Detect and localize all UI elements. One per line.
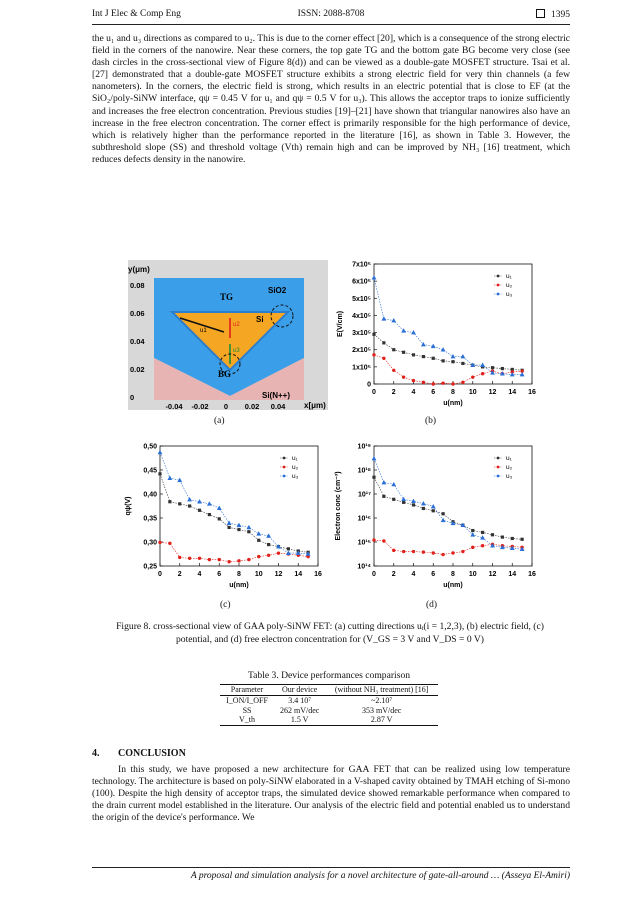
x-tick-label: 0 — [372, 571, 376, 578]
data-point — [480, 363, 485, 367]
legend-label: u₁ — [506, 455, 512, 462]
data-point — [411, 330, 416, 334]
x-tick-label: 2 — [391, 571, 396, 578]
legend-label: u₃ — [506, 291, 513, 298]
y-tick-label: 0.06 — [130, 309, 145, 318]
label-si: Si — [256, 315, 264, 324]
data-point — [247, 530, 250, 533]
data-point — [432, 551, 435, 554]
legend-label: u₃ — [292, 473, 299, 480]
data-point — [372, 476, 375, 479]
x-tick-label: 16 — [528, 571, 536, 578]
x-tick-label: 16 — [314, 571, 322, 578]
axis-title-x: x[μm) — [304, 401, 326, 410]
series-line-2 — [160, 542, 308, 561]
figure-panel-a — [128, 260, 328, 430]
y-tick-label: 0.08 — [130, 281, 145, 290]
legend-marker — [497, 466, 500, 469]
table-row — [220, 706, 438, 716]
data-point — [491, 533, 494, 536]
data-point — [510, 372, 515, 376]
data-point — [167, 476, 172, 480]
x-tick-label: 14 — [294, 571, 303, 578]
label-u3: u3 — [233, 348, 240, 354]
data-point — [501, 536, 504, 539]
legend-marker — [497, 475, 500, 478]
y-tick-label: 10¹⁷ — [357, 491, 371, 499]
x-tick-label: 0.02 — [244, 402, 260, 411]
legend-marker — [497, 457, 500, 460]
series-line-1 — [374, 334, 522, 370]
data-point — [207, 501, 212, 505]
x-axis-label: u(nm) — [443, 400, 463, 407]
data-point — [451, 551, 454, 554]
data-point — [382, 539, 385, 542]
data-point — [490, 543, 495, 547]
legend-marker — [497, 293, 500, 296]
x-tick-label: 6 — [431, 389, 436, 396]
data-point — [461, 550, 464, 553]
x-tick-label: 12 — [488, 571, 497, 578]
data-point — [441, 553, 444, 556]
data-point — [178, 556, 181, 559]
legend-label: u₃ — [506, 473, 513, 480]
series-line-3 — [374, 278, 522, 375]
data-point — [372, 538, 375, 541]
x-tick-label: 4 — [197, 571, 202, 578]
data-point — [227, 521, 232, 525]
data-point — [471, 375, 474, 378]
series-line-1 — [374, 477, 522, 539]
data-point — [422, 381, 425, 384]
y-tick-label: 0,30 — [143, 539, 157, 547]
data-point — [422, 355, 425, 358]
x-tick-label: 10 — [468, 389, 477, 396]
journal-name: Int J Elec & Comp Eng — [92, 9, 181, 19]
data-point — [442, 512, 445, 515]
y-tick-label: 7x10⁵ — [352, 261, 371, 269]
x-tick-label: 6 — [431, 571, 436, 578]
data-point — [267, 543, 270, 546]
data-point — [382, 341, 385, 344]
data-point — [421, 501, 426, 505]
performance-table — [220, 684, 438, 726]
data-point — [422, 550, 425, 553]
panel-d-label: (d) — [426, 600, 438, 610]
data-point — [401, 497, 406, 501]
y-tick-label: 0 — [367, 381, 371, 389]
legend-marker — [497, 284, 500, 287]
legend-label: u₂ — [506, 464, 513, 471]
data-point — [461, 362, 464, 365]
panel-b-label: (b) — [425, 416, 437, 426]
table-cell: SS — [242, 705, 252, 715]
x-axis-label: u(nm) — [443, 582, 463, 589]
series-line-2 — [374, 355, 522, 384]
y-tick-label: 0,45 — [143, 467, 157, 475]
data-point — [178, 502, 181, 505]
data-point — [158, 450, 163, 454]
label-tg: TG — [220, 292, 234, 302]
legend-marker — [497, 275, 500, 278]
x-tick-label: 0 — [223, 402, 229, 411]
table-header-row — [220, 685, 438, 696]
x-tick-label: 8 — [451, 571, 455, 578]
data-point — [402, 550, 405, 553]
figure-panel-d — [330, 438, 540, 614]
label-bg: BG — [218, 369, 232, 379]
data-point — [198, 557, 201, 560]
y-tick-label: 3x10⁵ — [352, 330, 371, 338]
y-axis-label: Electron conc (cm⁻³) — [335, 471, 342, 541]
table-header-cell: (without NH₃ treatment) [16] — [334, 685, 429, 694]
section-title: CONCLUSION — [118, 748, 186, 759]
data-point — [208, 513, 211, 516]
data-point — [227, 560, 230, 563]
y-tick-label: 10¹⁵ — [357, 539, 371, 547]
data-point — [412, 503, 415, 506]
data-point — [481, 372, 484, 375]
table-row — [220, 695, 438, 705]
data-point — [431, 504, 436, 508]
table-title: Table 3. Device performances comparison — [247, 670, 411, 681]
x-tick-label: 14 — [508, 571, 517, 578]
data-point — [412, 379, 415, 382]
y-tick-label: 10¹⁴ — [357, 563, 371, 571]
x-tick-label: 0 — [372, 389, 376, 396]
data-point — [460, 354, 465, 358]
y-tick-label: 0 — [130, 393, 135, 402]
data-point — [218, 517, 221, 520]
data-point — [392, 369, 395, 372]
cross-section-diagram — [128, 260, 328, 430]
footer-rule — [92, 867, 570, 868]
figure-panel-b — [330, 256, 540, 432]
table-cell: V_th — [239, 715, 256, 725]
axis-title-y: y(μm) — [128, 265, 150, 274]
figure-panel-c — [122, 438, 328, 614]
electric-field-chart — [330, 256, 540, 416]
data-point — [412, 353, 415, 356]
x-tick-label: -0.04 — [165, 402, 183, 411]
data-point — [402, 375, 405, 378]
y-tick-label: 0,50 — [143, 443, 157, 451]
legend-marker — [283, 457, 286, 460]
table-cell: 2.87 V — [370, 715, 393, 725]
data-point — [228, 526, 231, 529]
data-point — [501, 367, 504, 370]
data-point — [372, 456, 377, 460]
table-header-cell: Our device — [281, 685, 318, 694]
x-tick-label: -0.02 — [191, 402, 209, 411]
x-tick-label: 2 — [177, 571, 182, 578]
header-rule — [92, 24, 570, 25]
issn: ISSN: 2088-8708 — [297, 9, 365, 19]
y-axis-label: qψ(V) — [125, 496, 132, 516]
y-tick-label: 0.04 — [130, 337, 145, 346]
y-tick-label: 6x10⁵ — [352, 278, 371, 286]
x-tick-label: 0.04 — [270, 402, 286, 411]
data-point — [246, 525, 251, 529]
data-point — [257, 555, 260, 558]
data-point — [382, 495, 385, 498]
data-point — [381, 480, 386, 484]
data-point — [287, 547, 290, 550]
series-line-2 — [374, 540, 522, 554]
y-tick-label: 0,25 — [143, 563, 157, 571]
data-point — [392, 549, 395, 552]
x-tick-label: 16 — [528, 389, 536, 396]
data-point — [511, 537, 514, 540]
data-point — [442, 359, 445, 362]
y-tick-label: 2x10⁵ — [352, 347, 371, 355]
data-point — [401, 328, 406, 332]
table-cell: ~2.10⁷ — [371, 695, 393, 705]
x-tick-label: 10 — [254, 571, 263, 578]
x-tick-label: 8 — [237, 571, 241, 578]
data-point — [461, 381, 464, 384]
data-point — [441, 518, 446, 522]
y-tick-label: 10¹⁹ — [357, 443, 371, 451]
conclusion-paragraph: In this study, we have proposed a new architecture for GAA FET that can be realized using low temperature technology. The architecture is based on poly-SiNW elaborated in a V-shaped cavity obtained by TMAH etching of Si-mono (100). Despite the high density of acceptor traps, the simulated device showed remarkable performance when compared to the drain current model established in the literature. Our analysis of the electric field and potential enabled us to understand the origin of the device's performance. We — [92, 764, 570, 824]
data-point — [432, 357, 435, 360]
data-point — [372, 333, 375, 336]
data-point — [256, 531, 261, 535]
table-cell: 1.5 V — [290, 715, 309, 725]
data-point — [217, 506, 222, 510]
data-point — [500, 545, 505, 549]
data-point — [471, 529, 474, 532]
y-tick-label: 0.02 — [130, 365, 145, 374]
data-point — [286, 551, 291, 555]
section-heading — [92, 748, 186, 759]
data-point — [402, 351, 405, 354]
data-point — [198, 509, 201, 512]
section-number: 4. — [92, 748, 100, 759]
series-line-3 — [374, 459, 522, 550]
data-point — [432, 382, 435, 385]
page-number: 1395 — [551, 10, 570, 20]
data-point — [247, 558, 250, 561]
y-tick-label: 4x10⁵ — [352, 312, 371, 320]
running-footer: A proposal and simulation analysis for a novel architecture of gate-all-around … (Asseya El-Amiri) — [190, 871, 570, 881]
x-tick-label: 4 — [411, 571, 416, 578]
table-cell: 3.4 10⁷ — [288, 695, 312, 705]
label-u1: u1 — [200, 328, 207, 334]
label-u2: u2 — [233, 322, 240, 328]
data-point — [188, 504, 191, 507]
data-point — [391, 318, 396, 322]
data-point — [392, 498, 395, 501]
data-point — [168, 500, 171, 503]
table-cell: I_ON/I_OFF — [226, 695, 268, 705]
data-point — [372, 353, 375, 356]
y-tick-label: 0,35 — [143, 515, 157, 523]
x-tick-label: 12 — [488, 389, 497, 396]
y-axis-label: E(V/cm) — [337, 310, 344, 338]
x-tick-label: 4 — [411, 389, 416, 396]
data-point — [521, 538, 524, 541]
table-header-cell: Parameter — [230, 685, 264, 694]
legend-label: u₁ — [506, 273, 512, 280]
body-paragraph: the u₁ and u₃ directions as compared to u₂. This is due to the corner effect [20], which is a consequence of the strong electric field in the corners of the nanowire. Near these corners, the top gate TG and the bottom gate BG become very close (see dash circles in the cross-sectional view of Figure 8(d)) and can be viewed as a double-gate MOSFET structure. Tsai et al. [27] demonstrated that a double-gate MOSFET structure exhibits a strong electric field for very thin channels (a few nanometers). In the corners, the electric field is strong, which results in an electric potential that is close to EF (at the SiO₂/poly-SiNW interface, qψ = 0.45 V for u₁ and qψ = 0.5 V for u₃). This allows the acceptor traps to ionize sufficiently and increases the free electron concentration. Previous studies [19]–[21] have shown that triangular nanowires also have an increase in the free electron concentration. The corner effect is primarily responsible for the high performance of device, which is relatively higher than the performance reported in the literature [16], as shown in Table 3. However, the subthreshold slope (SS) and threshold voltage (Vth) remain high and can be improved by NH₃ [16] treatment, which reduces defects density in the nanowire. — [92, 33, 570, 165]
data-point — [422, 507, 425, 510]
y-tick-label: 0,40 — [143, 491, 157, 499]
data-point — [402, 501, 405, 504]
x-tick-label: 14 — [508, 389, 517, 396]
x-tick-label: 6 — [217, 571, 222, 578]
data-point — [257, 539, 260, 542]
data-point — [441, 381, 444, 384]
label-si-npp: Si(N++) — [262, 391, 291, 400]
x-tick-label: 8 — [451, 389, 455, 396]
table-cell: 353 mV/dec — [361, 705, 402, 715]
data-point — [451, 354, 456, 358]
data-point — [277, 551, 280, 554]
y-tick-label: 10¹⁶ — [357, 515, 371, 523]
square-icon — [536, 9, 545, 18]
y-tick-label: 1x10⁵ — [352, 364, 371, 372]
data-point — [391, 482, 396, 486]
electron-concentration-chart — [330, 438, 540, 598]
data-point — [471, 546, 474, 549]
panel-a-label: (a) — [214, 416, 225, 426]
data-point — [432, 509, 435, 512]
legend-label: u₁ — [292, 455, 298, 462]
table-cell: 262 mV/dec — [279, 705, 320, 715]
data-point — [382, 357, 385, 360]
data-point — [237, 528, 240, 531]
data-point — [491, 366, 494, 369]
data-point — [481, 544, 484, 547]
y-tick-label: 10¹⁸ — [357, 467, 371, 475]
x-tick-label: 12 — [274, 571, 283, 578]
label-sio2: SiO2 — [268, 286, 287, 295]
data-point — [381, 316, 386, 320]
data-point — [188, 557, 191, 560]
legend-marker — [283, 466, 286, 469]
panel-c-label: (c) — [220, 600, 231, 610]
running-header — [92, 9, 570, 23]
x-tick-label: 0 — [158, 571, 162, 578]
data-point — [218, 558, 221, 561]
data-point — [451, 360, 454, 363]
data-point — [372, 275, 377, 279]
data-point — [520, 372, 525, 376]
table-row — [220, 715, 438, 725]
data-point — [451, 382, 454, 385]
series-line-3 — [160, 452, 308, 554]
figure-caption: Figure 8. cross-sectional view of GAA poly-SiNW FET: (a) cutting directions uᵢ(i = 1,2,3), (b) electric field, (c) potential, and (d) free electron concentration for (V_GS = 3 V and V_DS = 0 V) — [116, 621, 544, 645]
x-tick-label: 2 — [391, 389, 396, 396]
x-tick-label: 10 — [468, 571, 477, 578]
legend-label: u₂ — [506, 282, 513, 289]
data-point — [208, 558, 211, 561]
x-axis-label: u(nm) — [229, 582, 249, 589]
data-point — [158, 472, 161, 475]
data-point — [412, 550, 415, 553]
data-point — [451, 521, 456, 525]
data-point — [158, 541, 161, 544]
data-point — [187, 497, 192, 501]
legend-marker — [283, 475, 286, 478]
data-point — [481, 531, 484, 534]
data-point — [267, 554, 270, 557]
data-point — [392, 348, 395, 351]
potential-chart — [122, 438, 328, 598]
data-point — [237, 559, 240, 562]
data-point — [168, 542, 171, 545]
legend-label: u₂ — [292, 464, 299, 471]
y-tick-label: 5x10⁵ — [352, 295, 371, 303]
